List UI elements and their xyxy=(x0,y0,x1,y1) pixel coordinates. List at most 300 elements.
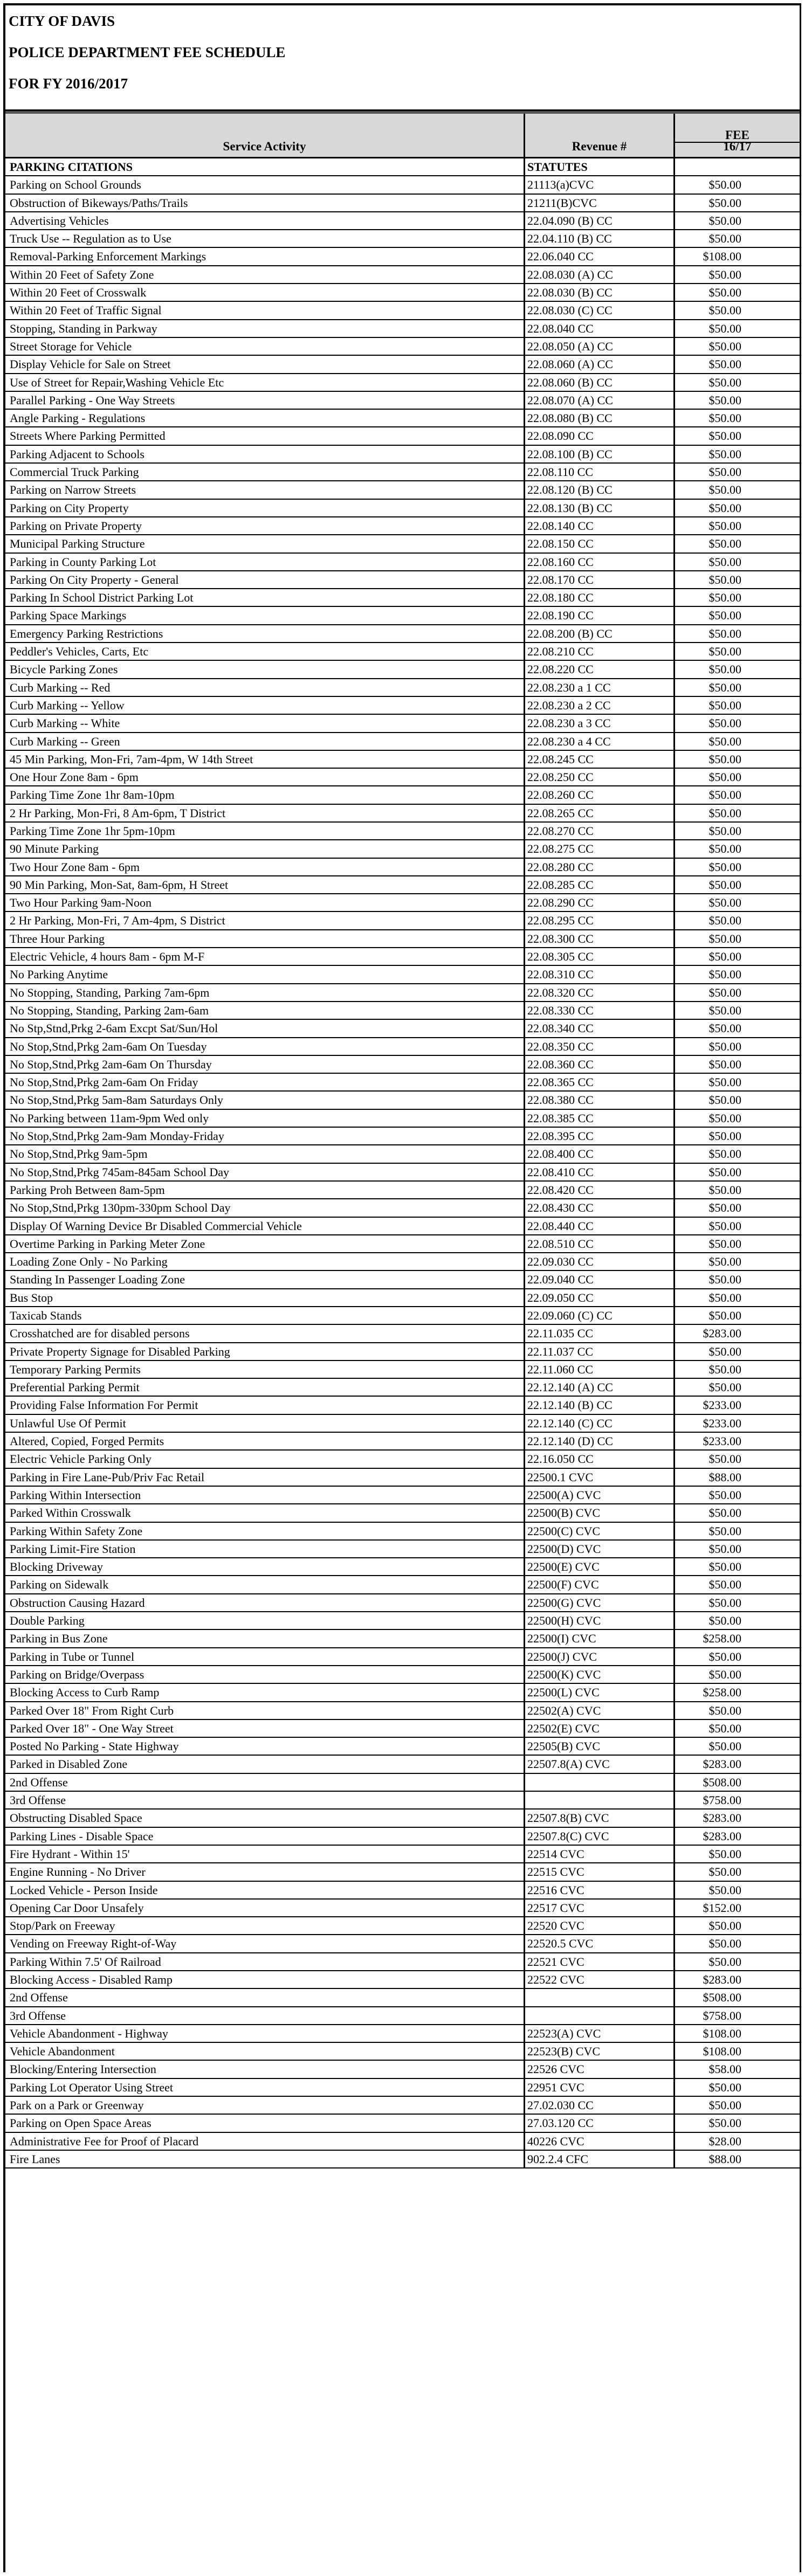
revenue-code-cell: 22.08.230 a 3 CC xyxy=(525,715,675,731)
service-activity-cell: Street Storage for Vehicle xyxy=(5,338,525,355)
revenue-code-cell: 22.09.030 CC xyxy=(525,1253,675,1270)
revenue-code-cell: 22.08.270 CC xyxy=(525,823,675,839)
revenue-code-cell: 22.08.120 (B) CC xyxy=(525,481,675,498)
service-activity-cell: 90 Min Parking, Mon-Sat, 8am-6pm, H Street xyxy=(5,876,525,893)
revenue-code-cell: 22.08.250 CC xyxy=(525,769,675,785)
fee-cell: $50.00 xyxy=(708,339,741,353)
service-activity-cell: No Parking between 11am-9pm Wed only xyxy=(5,1110,525,1127)
fee-cell: $50.00 xyxy=(708,1344,741,1358)
revenue-code-cell: 22.08.190 CC xyxy=(525,607,675,624)
revenue-code-cell: 22516 CVC xyxy=(525,1882,675,1898)
fee-cell: $50.00 xyxy=(708,303,741,317)
revenue-code-cell: 22.12.140 (B) CC xyxy=(525,1397,675,1413)
revenue-code-cell: 22.08.110 CC xyxy=(525,464,675,480)
fee-cell: $50.00 xyxy=(708,196,741,210)
fee-cell: $50.00 xyxy=(708,968,741,982)
fee-cell: $50.00 xyxy=(708,321,741,335)
fee-cell: $50.00 xyxy=(708,2116,741,2130)
revenue-code-cell: 22500(I) CVC xyxy=(525,1630,675,1647)
service-activity-cell: Parking Time Zone 1hr 5pm-10pm xyxy=(5,823,525,839)
fee-cell: $50.00 xyxy=(708,985,741,999)
service-activity-cell: 3rd Offense xyxy=(5,2007,525,2024)
service-activity-cell: Parking on City Property xyxy=(5,500,525,516)
revenue-code-cell: 22.08.410 CC xyxy=(525,1164,675,1180)
table-row xyxy=(5,338,800,356)
table-row xyxy=(5,1343,800,1361)
revenue-code-cell: 22.08.150 CC xyxy=(525,535,675,552)
service-activity-cell: Administrative Fee for Proof of Placard xyxy=(5,2133,525,2150)
revenue-code-cell: 22505(B) CVC xyxy=(525,1738,675,1755)
table-row xyxy=(5,2079,800,2097)
revenue-code-cell: 22.08.170 CC xyxy=(525,571,675,588)
revenue-code-cell: 22.08.350 CC xyxy=(525,1038,675,1055)
table-row xyxy=(5,554,800,571)
service-activity-cell: Obstruction of Bikeways/Paths/Trails xyxy=(5,195,525,211)
table-row xyxy=(5,2115,800,2132)
service-activity-cell: Within 20 Feet of Traffic Signal xyxy=(5,302,525,319)
fee-cell: $50.00 xyxy=(708,824,741,838)
table-row xyxy=(5,1451,800,1468)
fee-cell: $50.00 xyxy=(708,1937,741,1951)
table-row xyxy=(5,1002,800,1020)
service-activity-cell: Curb Marking -- Yellow xyxy=(5,697,525,714)
table-row xyxy=(5,1594,800,1612)
revenue-header-label: Revenue # xyxy=(572,140,627,153)
table-row xyxy=(5,1235,800,1253)
table-row xyxy=(5,1289,800,1307)
table-row xyxy=(5,1056,800,1074)
service-activity-cell: Two Hour Parking 9am-Noon xyxy=(5,894,525,911)
table-row xyxy=(5,1433,800,1451)
table-row xyxy=(5,1325,800,1343)
table-row xyxy=(5,195,800,212)
service-activity-cell: Use of Street for Repair,Washing Vehicle Etc xyxy=(5,374,525,391)
fee-cell: $50.00 xyxy=(708,770,741,784)
service-activity-cell: Parking Within Safety Zone xyxy=(5,1523,525,1539)
table-row xyxy=(5,805,800,823)
fee-cell: $233.00 xyxy=(703,1434,741,1448)
revenue-code-cell: 22.12.140 (D) CC xyxy=(525,1433,675,1449)
table-row xyxy=(5,302,800,320)
revenue-code-cell: 22523(B) CVC xyxy=(525,2043,675,2060)
table-header xyxy=(5,111,800,157)
table-row xyxy=(5,1541,800,1558)
service-activity-cell: Parking in Tube or Tunnel xyxy=(5,1648,525,1665)
service-activity-cell: 45 Min Parking, Mon-Fri, 7am-4pm, W 14th Street xyxy=(5,751,525,768)
fee-cell: $50.00 xyxy=(708,213,741,227)
revenue-code-cell: 22515 CVC xyxy=(525,1863,675,1880)
table-row xyxy=(5,876,800,894)
table-row xyxy=(5,948,800,966)
fee-cell: $50.00 xyxy=(708,1614,741,1628)
service-activity-cell: Parking on Bridge/Overpass xyxy=(5,1666,525,1683)
revenue-code-cell: 22.12.140 (C) CC xyxy=(525,1415,675,1432)
fee-cell: $50.00 xyxy=(708,752,741,766)
service-activity-cell: Taxicab Stands xyxy=(5,1307,525,1324)
revenue-code-cell: 22.08.320 CC xyxy=(525,984,675,1001)
revenue-code-cell: 22500(F) CVC xyxy=(525,1576,675,1593)
revenue-code-cell: 22.08.305 CC xyxy=(525,948,675,965)
table-row xyxy=(5,1702,800,1720)
service-activity-cell: Curb Marking -- Green xyxy=(5,733,525,750)
fee-cell: $50.00 xyxy=(708,1290,741,1304)
revenue-code-cell: 22500(C) CVC xyxy=(525,1523,675,1539)
service-activity-cell: No Stop,Stnd,Prkg 2am-6am On Friday xyxy=(5,1074,525,1090)
fee-cell: $233.00 xyxy=(703,1398,741,1412)
revenue-code-cell: 22.08.070 (A) CC xyxy=(525,392,675,409)
service-activity-cell: 2nd Offense xyxy=(5,1774,525,1791)
fee-cell: $50.00 xyxy=(708,1129,741,1143)
revenue-code-cell: 22.09.050 CC xyxy=(525,1289,675,1306)
fee-cell: $50.00 xyxy=(708,375,741,389)
table-row xyxy=(5,248,800,266)
table-row xyxy=(5,1720,800,1738)
revenue-code-cell: 22.08.130 (B) CC xyxy=(525,500,675,516)
service-activity-cell: No Stopping, Standing, Parking 7am-6pm xyxy=(5,984,525,1001)
table-row xyxy=(5,410,800,427)
fee-cell: $50.00 xyxy=(708,429,741,443)
service-activity-cell: Bus Stop xyxy=(5,1289,525,1306)
service-activity-cell: Parking Within Intersection xyxy=(5,1487,525,1503)
revenue-code-cell: 22.08.265 CC xyxy=(525,805,675,821)
table-row xyxy=(5,1487,800,1504)
service-activity-cell: Parking Time Zone 1hr 8am-10pm xyxy=(5,786,525,803)
service-activity-cell: Angle Parking - Regulations xyxy=(5,410,525,426)
service-activity-cell: Display Vehicle for Sale on Street xyxy=(5,356,525,372)
table-row xyxy=(5,1415,800,1433)
table-row xyxy=(5,1128,800,1145)
fee-cell: $50.00 xyxy=(708,465,741,479)
fee-cell: $58.00 xyxy=(708,2062,741,2076)
service-activity-cell: Obstructing Disabled Space xyxy=(5,1810,525,1826)
service-activity-cell: Within 20 Feet of Crosswalk xyxy=(5,284,525,301)
table-row xyxy=(5,571,800,589)
table-row xyxy=(5,1379,800,1397)
table-row xyxy=(5,894,800,912)
fee-cell: $50.00 xyxy=(708,1847,741,1861)
table-row xyxy=(5,1110,800,1128)
fee-cell: $50.00 xyxy=(708,734,741,748)
table-row xyxy=(5,1020,800,1038)
fee-cell: $50.00 xyxy=(708,1039,741,1053)
table-row xyxy=(5,786,800,804)
service-activity-cell: Stop/Park on Freeway xyxy=(5,1917,525,1934)
fee-cell: $50.00 xyxy=(708,519,741,533)
table-row xyxy=(5,374,800,392)
fee-cell: $283.00 xyxy=(703,1811,741,1825)
fee-cell: $88.00 xyxy=(708,1470,741,1484)
revenue-code-cell: 22.08.280 CC xyxy=(525,859,675,875)
table-row xyxy=(5,2097,800,2115)
fee-cell: $108.00 xyxy=(703,2045,741,2059)
service-activity-cell: Parking on Private Property xyxy=(5,517,525,534)
service-activity-cell: Display Of Warning Device Br Disabled Commercial Vehicle xyxy=(5,1218,525,1234)
table-row xyxy=(5,840,800,858)
service-activity-cell: Blocking Access - Disabled Ramp xyxy=(5,1971,525,1988)
table-row xyxy=(5,535,800,553)
service-activity-cell: No Parking Anytime xyxy=(5,966,525,983)
revenue-code-cell: 22.08.290 CC xyxy=(525,894,675,911)
service-activity-cell: Within 20 Feet of Safety Zone xyxy=(5,266,525,283)
table-row xyxy=(5,1038,800,1056)
service-activity-cell: Parking Lot Operator Using Street xyxy=(5,2079,525,2096)
revenue-code-cell: 22514 CVC xyxy=(525,1846,675,1862)
table-row xyxy=(5,464,800,481)
fee-cell: $508.00 xyxy=(703,1775,741,1789)
table-row xyxy=(5,769,800,786)
table-row xyxy=(5,356,800,374)
service-activity-cell: Parking Space Markings xyxy=(5,607,525,624)
revenue-code-cell: 22500.1 CVC xyxy=(525,1469,675,1486)
fee-cell: $50.00 xyxy=(708,2098,741,2112)
fee-cell: $50.00 xyxy=(708,1883,741,1897)
fee-cell: $152.00 xyxy=(703,1901,741,1915)
service-activity-cell: Electric Vehicle, 4 hours 8am - 6pm M-F xyxy=(5,948,525,965)
service-activity-cell: Engine Running - No Driver xyxy=(5,1863,525,1880)
table-row xyxy=(5,1828,800,1846)
revenue-code-cell: 27.02.030 CC xyxy=(525,2097,675,2114)
service-activity-cell: No Stopping, Standing, Parking 2am-6am xyxy=(5,1002,525,1019)
table-row xyxy=(5,1576,800,1594)
table-row xyxy=(5,1361,800,1379)
service-activity-cell: Parking On City Property - General xyxy=(5,571,525,588)
table-row xyxy=(5,912,800,930)
department-title: POLICE DEPARTMENT FEE SCHEDULE xyxy=(9,44,286,60)
fee-cell: $50.00 xyxy=(708,1201,741,1215)
revenue-code-cell: 22.08.310 CC xyxy=(525,966,675,983)
service-activity-cell: Two Hour Zone 8am - 6pm xyxy=(5,859,525,875)
fee-cell: $50.00 xyxy=(708,662,741,676)
revenue-code-cell: 22500(E) CVC xyxy=(525,1558,675,1575)
revenue-code-cell: 22500(L) CVC xyxy=(525,1684,675,1701)
fee-cell: $28.00 xyxy=(708,2134,741,2148)
table-row xyxy=(5,1917,800,1935)
table-row xyxy=(5,1648,800,1666)
fee-cell: $50.00 xyxy=(708,1273,741,1287)
table-row xyxy=(5,481,800,499)
table-row xyxy=(5,212,800,230)
revenue-code-cell: 21211(B)CVC xyxy=(525,195,675,211)
revenue-code-cell: 22.16.050 CC xyxy=(525,1451,675,1467)
table-row xyxy=(5,2007,800,2025)
revenue-code-cell: 22500(H) CVC xyxy=(525,1612,675,1629)
fee-cell: $108.00 xyxy=(703,250,741,264)
service-activity-cell: Parked in Disabled Zone xyxy=(5,1756,525,1772)
revenue-code-cell: 22.08.260 CC xyxy=(525,786,675,803)
revenue-code-cell: 22.08.420 CC xyxy=(525,1182,675,1198)
fee-cell: $50.00 xyxy=(708,537,741,551)
section-header-row xyxy=(5,158,800,176)
table-row xyxy=(5,1182,800,1199)
revenue-code-cell: 22.08.060 (B) CC xyxy=(525,374,675,391)
fee-cell: $50.00 xyxy=(708,357,741,371)
service-activity-cell: Double Parking xyxy=(5,1612,525,1629)
service-activity-cell: Crosshatched are for disabled persons xyxy=(5,1325,525,1342)
service-activity-cell: No Stp,Stnd,Prkg 2-6am Excpt Sat/Sun/Hol xyxy=(5,1020,525,1037)
fee-schedule-sheet xyxy=(3,3,801,2572)
revenue-code-cell: 22.08.230 a 2 CC xyxy=(525,697,675,714)
fee-cell: $50.00 xyxy=(708,698,741,712)
table-row xyxy=(5,446,800,464)
service-activity-cell: Parking on Sidewalk xyxy=(5,1576,525,1593)
revenue-code-cell: 22522 CVC xyxy=(525,1971,675,1988)
service-activity-cell: Bicycle Parking Zones xyxy=(5,661,525,678)
revenue-code-cell: 22.08.300 CC xyxy=(525,930,675,947)
service-activity-cell: Loading Zone Only - No Parking xyxy=(5,1253,525,1270)
revenue-code-cell: 22.08.330 CC xyxy=(525,1002,675,1019)
service-activity-cell: 3rd Offense xyxy=(5,1792,525,1808)
fee-cell: $50.00 xyxy=(708,896,741,910)
fee-cell: $758.00 xyxy=(703,1793,741,1807)
table-row xyxy=(5,1074,800,1092)
fee-cell: $50.00 xyxy=(708,1596,741,1610)
revenue-code-cell: 22.08.245 CC xyxy=(525,751,675,768)
revenue-code-cell: 22.08.340 CC xyxy=(525,1020,675,1037)
revenue-code-cell: 22.08.210 CC xyxy=(525,643,675,660)
service-activity-cell: Electric Vehicle Parking Only xyxy=(5,1451,525,1467)
fee-cell: $50.00 xyxy=(708,555,741,569)
fee-cell: $50.00 xyxy=(708,447,741,461)
revenue-code-cell: 22.08.275 CC xyxy=(525,840,675,857)
fee-cell xyxy=(675,158,800,175)
fee-cell: $258.00 xyxy=(703,1632,741,1646)
city-title: CITY OF DAVIS xyxy=(9,13,115,29)
service-activity-cell: Curb Marking -- Red xyxy=(5,679,525,696)
fee-cell: $50.00 xyxy=(708,931,741,945)
fee-cell: $50.00 xyxy=(708,1075,741,1089)
revenue-code-cell: 22.08.220 CC xyxy=(525,661,675,678)
table-row xyxy=(5,1774,800,1792)
service-activity-cell: Fire Lanes xyxy=(5,2151,525,2167)
fee-cell: $50.00 xyxy=(708,1524,741,1538)
service-activity-cell: Overtime Parking in Parking Meter Zone xyxy=(5,1235,525,1252)
service-activity-cell: Altered, Copied, Forged Permits xyxy=(5,1433,525,1449)
table-row xyxy=(5,643,800,661)
fee-cell: $50.00 xyxy=(708,1506,741,1520)
service-activity-cell: Standing In Passenger Loading Zone xyxy=(5,1271,525,1288)
fee-cell: $233.00 xyxy=(703,1416,741,1430)
revenue-code-cell: 22.08.365 CC xyxy=(525,1074,675,1090)
revenue-code-cell: 902.2.4 CFC xyxy=(525,2151,675,2167)
table-row xyxy=(5,1164,800,1182)
table-row xyxy=(5,2043,800,2061)
revenue-code-cell xyxy=(525,1792,675,1808)
revenue-code-cell: 22.08.040 CC xyxy=(525,320,675,337)
fee-cell: $50.00 xyxy=(708,1955,741,1969)
service-activity-cell: Providing False Information For Permit xyxy=(5,1397,525,1413)
service-activity-cell: Truck Use -- Regulation as to Use xyxy=(5,230,525,247)
revenue-code-cell: 22507.8(B) CVC xyxy=(525,1810,675,1826)
revenue-code-cell: 22500(K) CVC xyxy=(525,1666,675,1683)
table-row xyxy=(5,1504,800,1522)
table-row xyxy=(5,1953,800,1971)
table-row xyxy=(5,733,800,751)
table-row xyxy=(5,625,800,643)
fee-cell: $50.00 xyxy=(708,1057,741,1071)
revenue-code-cell: 22526 CVC xyxy=(525,2061,675,2077)
fee-cell: $50.00 xyxy=(708,1165,741,1179)
document-title-block xyxy=(5,5,800,111)
service-activity-cell: Parallel Parking - One Way Streets xyxy=(5,392,525,409)
revenue-code-cell: 22.08.230 a 4 CC xyxy=(525,733,675,750)
table-row xyxy=(5,1935,800,1953)
fee-cell: $50.00 xyxy=(708,806,741,820)
column-header-service-activity xyxy=(5,114,525,157)
revenue-code-cell: 22500(A) CVC xyxy=(525,1487,675,1503)
revenue-code-cell: 22.04.110 (B) CC xyxy=(525,230,675,247)
revenue-code-cell: 22.08.160 CC xyxy=(525,554,675,570)
table-row xyxy=(5,823,800,840)
service-activity-cell: Parking In School District Parking Lot xyxy=(5,589,525,606)
table-row xyxy=(5,392,800,410)
revenue-code-cell: 22.08.100 (B) CC xyxy=(525,446,675,462)
service-activity-cell: Streets Where Parking Permitted xyxy=(5,427,525,444)
fee-cell: $508.00 xyxy=(703,1991,741,2005)
service-activity-cell: Parked Over 18" From Right Curb xyxy=(5,1702,525,1719)
service-activity-cell: Parking Within 7.5' Of Railroad xyxy=(5,1953,525,1970)
revenue-code-cell: 22.08.510 CC xyxy=(525,1235,675,1252)
revenue-code-cell: 22.11.060 CC xyxy=(525,1361,675,1378)
service-activity-cell: Emergency Parking Restrictions xyxy=(5,625,525,642)
revenue-code-cell: 22520 CVC xyxy=(525,1917,675,1934)
table-row xyxy=(5,266,800,284)
fee-cell: $50.00 xyxy=(708,1093,741,1107)
service-activity-cell: Parking in Fire Lane-Pub/Priv Fac Retail xyxy=(5,1469,525,1486)
revenue-code-cell: 22.09.040 CC xyxy=(525,1271,675,1288)
fee-cell: $50.00 xyxy=(708,788,741,802)
service-activity-cell: No Stop,Stnd,Prkg 2am-6am On Tuesday xyxy=(5,1038,525,1055)
table-row xyxy=(5,1900,800,1917)
service-activity-cell: Parking Proh Between 8am-5pm xyxy=(5,1182,525,1198)
fee-cell: $88.00 xyxy=(708,2152,741,2166)
table-row xyxy=(5,930,800,948)
fee-cell: $50.00 xyxy=(708,860,741,874)
table-row xyxy=(5,1684,800,1702)
revenue-code-cell: 22.12.140 (A) CC xyxy=(525,1379,675,1396)
fee-cell: $283.00 xyxy=(703,1972,741,1986)
revenue-code-cell: 22.08.400 CC xyxy=(525,1145,675,1162)
fee-cell: $50.00 xyxy=(708,178,741,192)
table-row xyxy=(5,1810,800,1827)
revenue-code-cell: 22500(D) CVC xyxy=(525,1541,675,1557)
revenue-code-cell: 27.03.120 CC xyxy=(525,2115,675,2131)
revenue-code-cell: 22.08.180 CC xyxy=(525,589,675,606)
service-activity-cell: Parking on Open Space Areas xyxy=(5,2115,525,2131)
fee-cell: $50.00 xyxy=(708,393,741,407)
fee-cell: $50.00 xyxy=(708,1488,741,1502)
service-activity-cell: No Stop,Stnd,Prkg 2am-9am Monday-Friday xyxy=(5,1128,525,1144)
service-activity-cell: No Stop,Stnd,Prkg 130pm-330pm School Day xyxy=(5,1199,525,1216)
revenue-code-cell: 22521 CVC xyxy=(525,1953,675,1970)
table-row xyxy=(5,697,800,715)
fee-cell: $258.00 xyxy=(703,1686,741,1700)
revenue-code-cell xyxy=(525,2007,675,2024)
fee-cell: $50.00 xyxy=(708,950,741,964)
fee-cell: $50.00 xyxy=(708,1362,741,1376)
service-activity-cell: Three Hour Parking xyxy=(5,930,525,947)
table-row xyxy=(5,679,800,697)
service-activity-cell: Parked Within Crosswalk xyxy=(5,1504,525,1521)
revenue-code-cell: 22.08.060 (A) CC xyxy=(525,356,675,372)
fee-year-header-label: 16/17 xyxy=(723,140,752,153)
fee-cell: $50.00 xyxy=(708,1865,741,1879)
table-row xyxy=(5,859,800,876)
table-row xyxy=(5,1989,800,2007)
service-activity-cell: Fire Hydrant - Within 15' xyxy=(5,1846,525,1862)
service-activity-cell: Parking Limit-Fire Station xyxy=(5,1541,525,1557)
table-row xyxy=(5,1397,800,1414)
service-activity-cell: Vehicle Abandonment - Highway xyxy=(5,2025,525,2042)
